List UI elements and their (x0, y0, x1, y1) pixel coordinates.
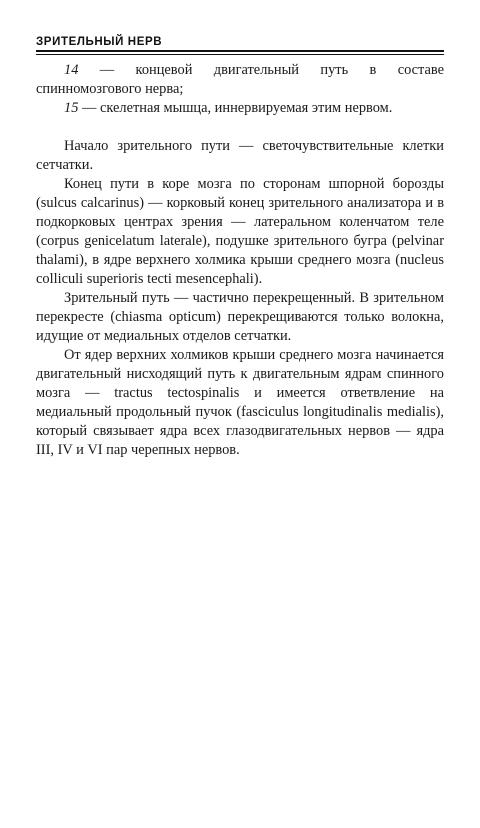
paragraph-chiasma: Зрительный путь — частично перекрещенный. В зрительном перекресте (chiasma opticum) перекрещиваются только волокна, идущие от медиальных отделов сетчатки. (36, 290, 444, 344)
paragraph-start-of-path: Начало зрительного пути — светочувствительные клетки сетчатки. (36, 138, 444, 173)
legend-item-15 (36, 99, 444, 118)
paragraph-gap (36, 118, 444, 137)
legend-number: 14 (64, 62, 79, 78)
running-head: ЗРИТЕЛЬНЫЙ НЕРВ (36, 36, 163, 48)
legend-item-14 (36, 61, 444, 99)
legend-text: — скелетная мышца, иннервируемая этим нервом. (78, 100, 393, 116)
header-rule-thin (36, 54, 444, 55)
body-text (36, 61, 444, 460)
paragraph-end-of-path: Конец пути в коре мозга по сторонам шпорной борозды (sulcus calcarinus) — корковый конец зрительного анализатора и в подкорковых центрах зрения — латеральном коленчатом теле (corpus genicelatum laterale), подушке зрительного бугра (pelvinar thalami), в ядре верхнего холмика крыши среднего мозга (nucleus colliculi superioris tecti mesencephali). (36, 176, 444, 287)
legend-text: — концевой двигательный путь в составе спинномозгового нерва; (36, 62, 444, 97)
header-rule-thick (36, 50, 444, 52)
legend-number: 15 (64, 100, 79, 116)
paragraph-tectospinal: От ядер верхних холмиков крыши среднего мозга начинается двигательный нисходящий путь к двигательным ядрам спинного мозга — tractus tectospinalis и имеется ответвление на медиальный продольный пучок (fasciculus longitudinalis medialis), который связывает ядра всех глазодвигательных нервов — ядра III, IV и VI пар черепных нервов. (36, 347, 444, 458)
